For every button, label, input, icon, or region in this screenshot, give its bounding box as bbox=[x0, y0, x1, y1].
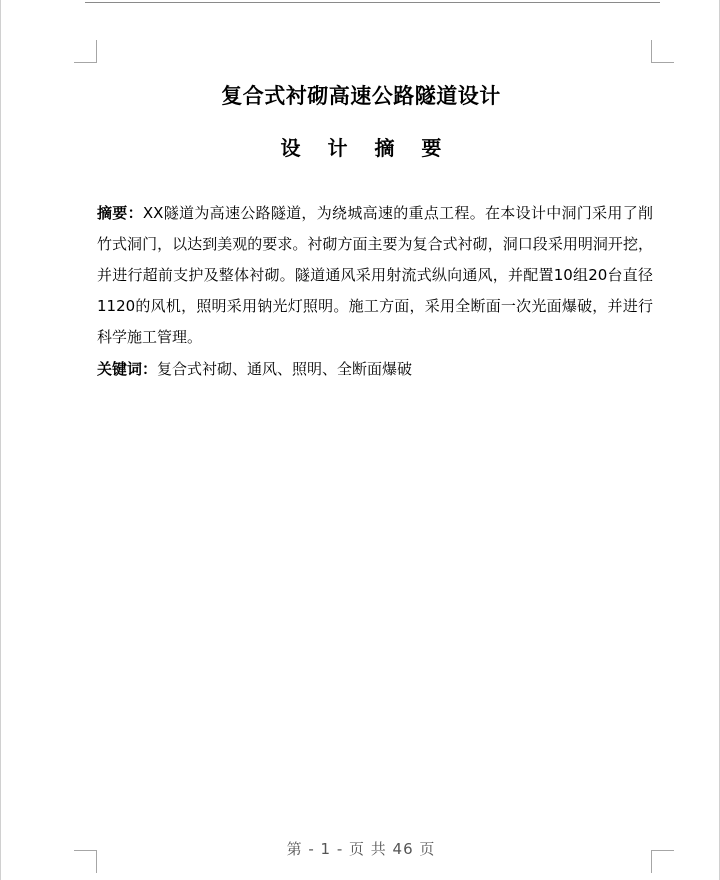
section-heading: 设 计 摘 要 bbox=[280, 136, 452, 160]
margin-corner-top-right bbox=[651, 40, 674, 63]
abstract-label: 摘要： bbox=[97, 204, 143, 222]
keywords-label: 关键词： bbox=[97, 360, 158, 378]
keywords-text: 复合式衬砌、通风、照明、全断面爆破 bbox=[157, 360, 413, 378]
abstract-paragraph bbox=[97, 198, 653, 353]
document-title: 复合式衬砌高速公路隧道设计 bbox=[221, 84, 501, 108]
margin-corner-top-left bbox=[74, 40, 97, 63]
header-rule bbox=[85, 2, 660, 3]
page-number-footer: 第 - 1 - 页 共 46 页 bbox=[286, 840, 436, 858]
abstract-text: XX隧道为高速公路隧道，为绕城高速的重点工程。在本设计中洞门采用了削竹式洞门，以达到美观的要求。衬砌方面主要为复合式衬砌，洞口段采用明洞开挖，并进行超前支护及整体衬砌。隧道通风采用射流式纵向通风，并配置10组20台直径1120的风机，照明采用钠光灯照明。施工方面，采用全断面一次光面爆破，并进行科学施工管理。 bbox=[97, 204, 653, 346]
keywords-paragraph bbox=[97, 354, 653, 385]
